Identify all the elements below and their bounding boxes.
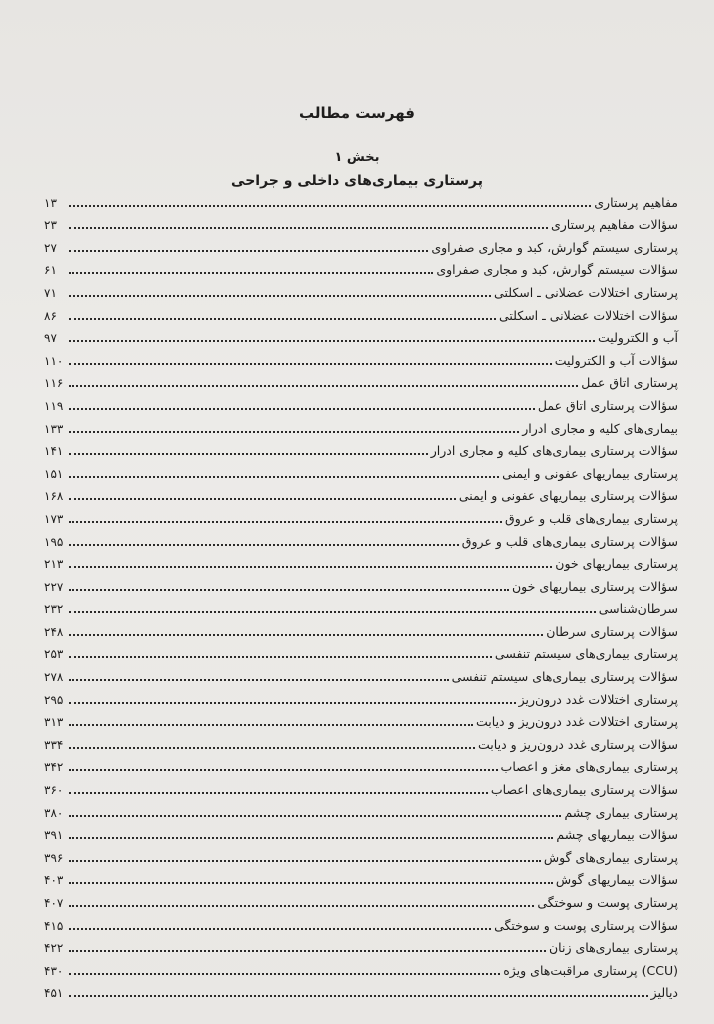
toc-entry xyxy=(44,843,678,866)
toc-entry-title: پرستاری بیماری‌های مغز و اعصاب xyxy=(500,759,678,775)
toc-entry xyxy=(44,391,678,414)
toc-page-number: ۴۳۰ xyxy=(44,963,64,978)
toc-page-number: ۱۵۱ xyxy=(44,466,64,481)
toc-page-number: ۲۳ xyxy=(44,218,57,233)
dot-leader xyxy=(69,318,496,320)
toc-entry-title: سؤالات سیستم گوارش، کبد و مجاری صفراوی xyxy=(436,262,678,278)
dot-leader xyxy=(69,498,456,500)
toc-page-number: ۳۸۰ xyxy=(44,805,64,820)
dot-leader xyxy=(69,815,561,817)
toc-entry xyxy=(44,934,678,957)
toc-page-number: ۴۰۷ xyxy=(44,896,64,910)
toc-entry xyxy=(44,324,678,347)
page-title: فهرست مطالب xyxy=(299,104,415,122)
dot-leader xyxy=(69,611,596,613)
toc-page-number: ۳۹۶ xyxy=(44,850,64,865)
toc-entry xyxy=(44,346,678,369)
toc-entry-title: مفاهیم پرستاری xyxy=(594,194,678,210)
toc-page-number: ۱۹۵ xyxy=(44,534,64,549)
dot-leader xyxy=(69,363,552,365)
dot-leader xyxy=(69,747,475,749)
toc-entry xyxy=(44,550,678,573)
toc-page-number: ۲۷ xyxy=(44,240,57,255)
toc-entry xyxy=(44,278,678,301)
toc-entry xyxy=(44,437,678,460)
toc-entry-title: پرستاری بیماری‌های گوش xyxy=(543,849,678,865)
toc-entry xyxy=(44,211,678,234)
dot-leader xyxy=(69,702,516,704)
toc-entry xyxy=(44,595,678,618)
dot-leader xyxy=(69,950,546,952)
dot-leader xyxy=(69,973,500,975)
toc-page-number: ۳۱۳ xyxy=(44,715,64,730)
toc-entry-title: پرستاری اختلالات غدد درون‌ریز و دیابت xyxy=(476,714,678,730)
dot-leader xyxy=(69,544,459,546)
toc-page-number: ۲۳۲ xyxy=(44,602,64,617)
toc-entry-title: پرستاری اتاق عمل xyxy=(581,375,678,391)
dot-leader xyxy=(69,679,449,681)
toc-page-number: ۳۶۰ xyxy=(44,783,64,798)
dot-leader xyxy=(69,431,519,433)
toc-entry xyxy=(44,730,678,753)
dot-leader xyxy=(69,272,433,274)
dot-leader xyxy=(69,634,543,636)
toc-entry-title: سؤالات پرستاری بیماری‌های اعصاب xyxy=(490,782,678,798)
dot-leader xyxy=(69,205,591,207)
toc-entry-title: بیماری‌های کلیه و مجاری ادرار xyxy=(522,420,678,436)
toc-page-number: ۹۷ xyxy=(44,331,57,346)
toc-page-number: ۲۷۸ xyxy=(44,670,64,685)
dot-leader xyxy=(69,792,488,794)
toc-page-number: ۱۳ xyxy=(44,195,57,210)
toc-page-number: ۱۴۱ xyxy=(44,444,64,459)
dot-leader xyxy=(69,453,428,455)
toc-page-number: ۱۶۸ xyxy=(44,489,64,504)
toc-entry-title: پرستاری بیماری چشم xyxy=(564,804,678,820)
toc-entry-title: پرستاری بیماریهای خون xyxy=(555,556,678,572)
toc-page-number: ۱۱۰ xyxy=(44,353,64,368)
dot-leader xyxy=(69,724,473,726)
dot-leader xyxy=(69,656,492,658)
toc-entry-title: سؤالات پرستاری بیماریهای خون xyxy=(512,578,678,594)
toc-entry xyxy=(44,482,678,505)
toc-entry-title: پرستاری بیماریهای عفونی و ایمنی xyxy=(502,465,678,481)
toc-page-number: ۸۶ xyxy=(44,308,57,323)
toc-entry-title: سرطان‌شناسی xyxy=(598,601,678,617)
dot-leader xyxy=(69,589,509,591)
toc-entry-title: سؤالات آب و الکترولیت xyxy=(554,352,678,368)
toc-entry-title: پرستاری بیماری‌های زنان xyxy=(549,940,678,956)
table-of-contents xyxy=(44,188,678,1001)
toc-entry-title: سؤالات مفاهیم پرستاری xyxy=(550,217,678,233)
toc-entry-title: سؤالات پرستاری سرطان xyxy=(546,623,678,639)
toc-entry xyxy=(44,775,678,798)
toc-entry xyxy=(44,708,678,731)
dot-leader xyxy=(69,769,498,771)
toc-entry xyxy=(44,979,678,1002)
toc-entry-title: پرستاری پوست و سوختگی xyxy=(537,895,678,910)
toc-entry xyxy=(44,527,678,550)
toc-entry-title: سؤالات پرستاری بیماری‌های کلیه و مجاری ادرار xyxy=(430,443,678,459)
toc-entry xyxy=(44,369,678,392)
toc-entry-title: سؤالات پرستاری بیماری‌های قلب و عروق xyxy=(461,533,678,549)
toc-entry xyxy=(44,753,678,776)
toc-page-number: ۳۴۲ xyxy=(44,760,64,775)
toc-entry-title: سؤالات پرستاری پوست و سوختگی xyxy=(494,917,678,933)
toc-page-number: ۲۴۸ xyxy=(44,624,64,639)
toc-entry xyxy=(44,188,678,211)
dot-leader xyxy=(69,882,553,884)
toc-page-number: ۶۱ xyxy=(44,263,57,278)
toc-entry xyxy=(44,233,678,256)
toc-entry xyxy=(44,685,678,708)
toc-entry-title: (CCU) پرستاری مراقبت‌های ویژه xyxy=(503,962,678,978)
toc-entry-title: سؤالات بیماریهای گوش xyxy=(555,872,678,888)
toc-entry-title: پرستاری اختلالات عضلانی ـ اسکلتی xyxy=(494,284,678,300)
toc-entry-title: سؤالات پرستاری غدد درون‌ریز و دیابت xyxy=(478,736,678,752)
dot-leader xyxy=(69,295,491,297)
toc-entry-title: پرستاری اختلالات غدد درون‌ریز xyxy=(518,691,678,707)
dot-leader xyxy=(69,860,541,862)
dot-leader xyxy=(69,928,491,930)
toc-entry xyxy=(44,640,678,663)
dot-leader xyxy=(69,566,552,568)
dot-leader xyxy=(69,250,428,252)
toc-entry-title: دیالیز xyxy=(650,985,678,1001)
toc-entry xyxy=(44,617,678,640)
toc-entry-title: سؤالات پرستاری بیماری‌های سیستم تنفسی xyxy=(451,669,678,685)
toc-page-number: ۱۱۶ xyxy=(44,376,64,391)
toc-entry xyxy=(44,798,678,821)
toc-page-number: ۴۲۲ xyxy=(44,941,64,956)
dot-leader xyxy=(69,340,595,342)
toc-page-number: ۲۲۷ xyxy=(44,579,64,594)
toc-page-number: ۴۱۵ xyxy=(44,918,64,933)
dot-leader xyxy=(69,837,553,839)
toc-entry xyxy=(44,888,678,911)
toc-page-number: ۷۱ xyxy=(44,285,57,300)
toc-entry xyxy=(44,956,678,979)
dot-leader xyxy=(69,995,648,997)
toc-page-number: ۲۵۳ xyxy=(44,647,64,662)
dot-leader xyxy=(69,227,548,229)
toc-entry-title: پرستاری بیماری‌های قلب و عروق xyxy=(505,510,678,526)
dot-leader xyxy=(69,521,502,523)
section-heading: بخش ۱ xyxy=(334,150,380,165)
section-subtitle: پرستاری بیماری‌های داخلی و جراحی xyxy=(231,173,483,189)
toc-page-number: ۴۰۳ xyxy=(44,873,64,888)
dot-leader xyxy=(69,408,535,410)
toc-page-number: ۱۳۳ xyxy=(44,421,64,436)
toc-entry xyxy=(44,414,678,437)
toc-entry-title: آب و الکترولیت xyxy=(598,330,678,346)
toc-entry-title: سؤالات اختلالات عضلانی ـ اسکلتی xyxy=(498,307,678,323)
toc-page-number: ۲۱۳ xyxy=(44,557,64,572)
toc-page-number: ۲۹۵ xyxy=(44,692,64,707)
toc-entry xyxy=(44,256,678,279)
toc-entry xyxy=(44,572,678,595)
toc-entry-title: پرستاری بیماری‌های سیستم تنفسی xyxy=(494,646,678,662)
toc-page-number: ۱۱۹ xyxy=(44,398,64,413)
toc-entry xyxy=(44,301,678,324)
dot-leader xyxy=(69,385,578,387)
dot-leader xyxy=(69,905,534,907)
toc-entry xyxy=(44,821,678,844)
toc-entry xyxy=(44,459,678,482)
toc-entry xyxy=(44,911,678,934)
toc-entry-title: پرستاری سیستم گوارش، کبد و مجاری صفراوی xyxy=(431,239,678,255)
toc-entry-title: سؤالات پرستاری بیماریهای عفونی و ایمنی xyxy=(458,488,678,504)
toc-page-number: ۳۹۱ xyxy=(44,828,64,843)
toc-entry xyxy=(44,866,678,889)
toc-page-number: ۱۷۳ xyxy=(44,511,64,526)
dot-leader xyxy=(69,476,499,478)
toc-page-number: ۴۵۱ xyxy=(44,986,64,1001)
toc-page-number: ۳۳۴ xyxy=(44,737,64,752)
toc-entry-title: سؤالات بیماریهای چشم xyxy=(556,827,678,843)
toc-entry xyxy=(44,504,678,527)
toc-entry-title: سؤالات پرستاری اتاق عمل xyxy=(537,397,678,413)
toc-entry xyxy=(44,662,678,685)
